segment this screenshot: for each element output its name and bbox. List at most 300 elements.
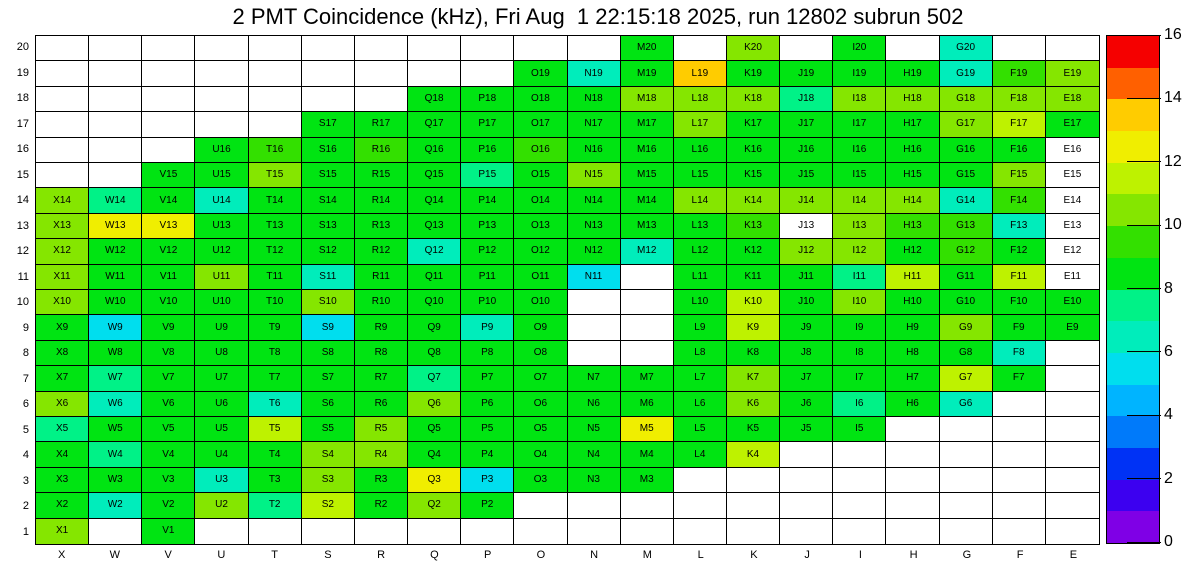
pmt-cell-label: F12 xyxy=(1010,245,1028,257)
pmt-cell xyxy=(249,315,302,340)
colorbar-tick-label: 0 xyxy=(1164,533,1173,550)
pmt-cell xyxy=(780,112,833,137)
pmt-cell xyxy=(940,188,993,213)
pmt-cell-label: E13 xyxy=(1063,219,1082,231)
pmt-cell-label: K4 xyxy=(746,448,760,460)
pmt-cell xyxy=(514,214,567,239)
pmt-cell-label: H14 xyxy=(903,194,922,206)
pmt-cell-label: G12 xyxy=(956,245,976,257)
x-axis-label: R xyxy=(377,549,386,561)
y-axis-label: 9 xyxy=(22,321,29,334)
pmt-cell-label: L8 xyxy=(694,346,706,358)
pmt-cell-empty xyxy=(833,468,886,493)
pmt-cell-label: K8 xyxy=(746,346,760,358)
pmt-cell-label: H17 xyxy=(903,118,922,130)
x-axis-label: W xyxy=(109,549,121,561)
pmt-cell xyxy=(568,87,621,112)
pmt-cell xyxy=(142,239,195,264)
pmt-cell-label: R10 xyxy=(371,296,391,308)
pmt-cell xyxy=(514,87,567,112)
pmt-cell-label: W2 xyxy=(107,499,123,511)
pmt-cell-label: O7 xyxy=(533,372,548,384)
pmt-cell xyxy=(249,290,302,315)
pmt-cell-label: O14 xyxy=(530,194,550,206)
pmt-cell xyxy=(355,239,408,264)
pmt-cell-empty xyxy=(940,493,993,518)
pmt-cell-label: G6 xyxy=(958,397,973,409)
pmt-cell-empty xyxy=(674,519,727,544)
pmt-cell xyxy=(36,519,89,544)
pmt-cell-label: V3 xyxy=(162,473,175,485)
pmt-cell-empty xyxy=(89,87,142,112)
y-axis-label: 16 xyxy=(16,143,29,155)
pmt-cell xyxy=(674,392,727,417)
pmt-cell xyxy=(142,366,195,391)
pmt-cell-empty xyxy=(461,61,514,86)
pmt-cell xyxy=(36,188,89,213)
pmt-cell xyxy=(727,366,780,391)
pmt-cell-empty xyxy=(1046,442,1099,467)
pmt-cell-empty xyxy=(142,138,195,163)
pmt-cell xyxy=(89,392,142,417)
pmt-cell-empty xyxy=(780,468,833,493)
pmt-cell-label: R9 xyxy=(374,321,388,333)
pmt-cell-label: H15 xyxy=(903,169,922,181)
pmt-cell-label: J14 xyxy=(798,194,815,206)
pmt-cell-label: O8 xyxy=(533,346,548,358)
y-axis-label: 19 xyxy=(16,66,29,79)
pmt-cell-label: O18 xyxy=(530,92,550,104)
pmt-cell-label: M19 xyxy=(636,67,657,79)
pmt-cell-empty xyxy=(408,36,461,61)
pmt-cell-label: E10 xyxy=(1063,296,1082,308)
pmt-cell-label: M3 xyxy=(639,473,654,485)
pmt-cell xyxy=(674,188,727,213)
pmt-cell-label: O13 xyxy=(530,219,550,231)
pmt-cell xyxy=(142,493,195,518)
pmt-cell xyxy=(621,392,674,417)
pmt-cell-empty xyxy=(195,112,248,137)
pmt-cell-label: G7 xyxy=(958,372,973,384)
pmt-cell-label: K12 xyxy=(744,245,762,257)
colorbar-band xyxy=(1107,131,1159,163)
pmt-cell xyxy=(727,61,780,86)
pmt-cell-label: Q14 xyxy=(424,194,444,206)
pmt-cell xyxy=(249,214,302,239)
pmt-cell-label: F10 xyxy=(1010,296,1028,308)
pmt-cell-label: F8 xyxy=(1012,346,1025,358)
pmt-cell xyxy=(195,366,248,391)
x-axis-label: M xyxy=(642,549,652,561)
pmt-cell xyxy=(833,315,886,340)
pmt-cell xyxy=(780,341,833,366)
pmt-cell-empty xyxy=(302,87,355,112)
pmt-cell xyxy=(195,493,248,518)
pmt-cell-label: P7 xyxy=(481,372,494,384)
pmt-cell xyxy=(940,163,993,188)
pmt-cell-empty xyxy=(408,61,461,86)
pmt-cell xyxy=(674,442,727,467)
pmt-cell-empty xyxy=(461,36,514,61)
pmt-cell xyxy=(993,163,1046,188)
pmt-cell xyxy=(355,214,408,239)
pmt-cell xyxy=(355,315,408,340)
pmt-cell-empty xyxy=(621,341,674,366)
pmt-cell xyxy=(674,417,727,442)
pmt-cell-empty xyxy=(36,87,89,112)
pmt-cell-label: O17 xyxy=(530,118,550,130)
pmt-cell-label: P8 xyxy=(481,346,494,358)
pmt-cell xyxy=(568,239,621,264)
x-axis-label: S xyxy=(324,549,332,561)
pmt-cell-label: L14 xyxy=(691,194,709,206)
pmt-cell-label: L5 xyxy=(694,423,706,435)
y-axis-label: 20 xyxy=(16,41,29,53)
pmt-cell-label: G16 xyxy=(956,143,976,155)
pmt-cell-label: S6 xyxy=(321,397,334,409)
pmt-cell xyxy=(89,188,142,213)
pmt-cell-label: H6 xyxy=(906,397,919,409)
pmt-cell xyxy=(1046,214,1099,239)
pmt-cell-label: Q12 xyxy=(424,245,444,257)
pmt-cell-label: K20 xyxy=(744,42,762,54)
pmt-cell-empty xyxy=(993,392,1046,417)
pmt-cell-label: Q16 xyxy=(424,143,444,155)
pmt-cell-label: S8 xyxy=(321,346,334,358)
pmt-cell-label: P4 xyxy=(481,448,494,460)
pmt-cell xyxy=(36,468,89,493)
pmt-cell xyxy=(621,36,674,61)
pmt-cell xyxy=(993,188,1046,213)
pmt-cell xyxy=(249,138,302,163)
pmt-cell-empty xyxy=(408,519,461,544)
pmt-cell-label: F18 xyxy=(1010,92,1028,104)
pmt-cell xyxy=(940,366,993,391)
pmt-cell-label: S3 xyxy=(321,473,334,485)
pmt-cell-empty xyxy=(993,468,1046,493)
pmt-cell xyxy=(89,468,142,493)
pmt-cell-empty xyxy=(886,442,939,467)
pmt-cell xyxy=(461,112,514,137)
pmt-cell-label: R5 xyxy=(374,423,388,435)
pmt-cell xyxy=(302,163,355,188)
pmt-cell-empty xyxy=(940,519,993,544)
pmt-cell-label: U13 xyxy=(212,219,231,231)
pmt-cell-label: K10 xyxy=(744,296,762,308)
x-axis-label: I xyxy=(858,549,862,561)
pmt-cell xyxy=(249,239,302,264)
heatmap-grid xyxy=(35,35,1100,545)
colorbar-tick xyxy=(1127,35,1161,36)
pmt-cell xyxy=(621,366,674,391)
pmt-cell-label: R15 xyxy=(371,169,391,181)
pmt-cell-label: G14 xyxy=(956,194,976,206)
pmt-cell-label: H11 xyxy=(903,270,922,282)
pmt-cell xyxy=(408,493,461,518)
pmt-cell-label: E18 xyxy=(1063,92,1082,104)
pmt-cell-label: H12 xyxy=(903,245,922,257)
pmt-cell xyxy=(727,112,780,137)
pmt-cell xyxy=(408,366,461,391)
pmt-cell xyxy=(621,442,674,467)
pmt-cell-label: R2 xyxy=(374,499,388,511)
pmt-cell-label: V5 xyxy=(162,423,175,435)
pmt-cell-label: Q4 xyxy=(427,448,441,460)
pmt-cell-empty xyxy=(514,519,567,544)
pmt-cell-label: U8 xyxy=(215,346,228,358)
pmt-cell-label: N7 xyxy=(587,372,600,384)
pmt-cell xyxy=(993,290,1046,315)
pmt-cell-label: T4 xyxy=(268,448,281,460)
pmt-cell-empty xyxy=(886,36,939,61)
pmt-cell-label: P14 xyxy=(478,194,497,206)
pmt-cell xyxy=(621,87,674,112)
pmt-cell xyxy=(568,442,621,467)
pmt-cell-label: P15 xyxy=(478,169,497,181)
pmt-cell-label: W10 xyxy=(104,296,126,308)
pmt-cell-empty xyxy=(833,493,886,518)
pmt-cell xyxy=(195,417,248,442)
pmt-cell-empty xyxy=(940,417,993,442)
pmt-cell-label: W7 xyxy=(107,372,123,384)
pmt-cell-label: L6 xyxy=(694,397,706,409)
pmt-cell xyxy=(940,214,993,239)
pmt-cell-label: I17 xyxy=(852,118,867,130)
x-axis-label: P xyxy=(483,549,492,561)
pmt-cell-label: H19 xyxy=(903,67,922,79)
pmt-cell xyxy=(993,138,1046,163)
pmt-cell-label: V13 xyxy=(159,219,178,231)
pmt-cell-empty xyxy=(89,519,142,544)
pmt-cell xyxy=(940,112,993,137)
pmt-cell-label: W8 xyxy=(107,346,123,358)
pmt-cell xyxy=(833,265,886,290)
pmt-cell-label: T10 xyxy=(266,296,284,308)
pmt-cell xyxy=(408,468,461,493)
pmt-cell-label: X1 xyxy=(55,525,69,537)
pmt-cell-label: O6 xyxy=(533,397,548,409)
pmt-cell xyxy=(408,138,461,163)
pmt-cell xyxy=(302,138,355,163)
pmt-cell-label: O4 xyxy=(533,448,548,460)
pmt-cell xyxy=(461,442,514,467)
pmt-cell-label: J7 xyxy=(800,372,812,384)
pmt-cell-empty xyxy=(36,36,89,61)
pmt-cell xyxy=(355,265,408,290)
pmt-cell-label: O16 xyxy=(530,143,550,155)
pmt-cell xyxy=(833,138,886,163)
pmt-cell xyxy=(142,290,195,315)
pmt-cell-label: I11 xyxy=(852,270,866,282)
pmt-cell xyxy=(89,366,142,391)
pmt-cell xyxy=(727,87,780,112)
pmt-cell-label: U11 xyxy=(212,270,231,282)
pmt-cell-label: J19 xyxy=(798,67,815,79)
pmt-cell xyxy=(195,239,248,264)
pmt-cell-label: K15 xyxy=(744,169,762,181)
pmt-cell xyxy=(195,265,248,290)
pmt-cell xyxy=(302,392,355,417)
pmt-cell-empty xyxy=(674,468,727,493)
pmt-cell-label: G20 xyxy=(956,42,976,54)
colorbar-tick xyxy=(1127,161,1161,162)
pmt-cell xyxy=(142,265,195,290)
pmt-cell xyxy=(833,87,886,112)
pmt-cell-label: L13 xyxy=(691,219,709,231)
pmt-cell-label: V9 xyxy=(162,321,175,333)
colorbar-tick-label: 16 xyxy=(1164,26,1182,43)
pmt-cell-label: L4 xyxy=(694,448,706,460)
pmt-cell-empty xyxy=(249,61,302,86)
pmt-cell xyxy=(302,442,355,467)
x-axis-label: Q xyxy=(430,549,439,561)
pmt-cell-empty xyxy=(568,519,621,544)
x-axis-label: H xyxy=(909,549,918,561)
pmt-cell-label: T11 xyxy=(266,270,283,282)
pmt-cell xyxy=(621,138,674,163)
pmt-cell-label: N5 xyxy=(587,423,600,435)
pmt-cell xyxy=(727,290,780,315)
pmt-cell xyxy=(1046,112,1099,137)
pmt-cell xyxy=(514,442,567,467)
pmt-cell xyxy=(621,163,674,188)
pmt-cell xyxy=(674,366,727,391)
pmt-cell-empty xyxy=(886,468,939,493)
pmt-cell-label: W13 xyxy=(104,219,126,231)
colorbar-tick-label: 14 xyxy=(1164,89,1182,107)
pmt-cell-label: J6 xyxy=(800,397,812,409)
x-axis-label: N xyxy=(590,549,599,561)
pmt-cell xyxy=(833,366,886,391)
pmt-cell-label: W5 xyxy=(107,423,123,435)
pmt-cell-empty xyxy=(142,61,195,86)
pmt-cell xyxy=(302,493,355,518)
pmt-cell-label: O11 xyxy=(531,270,550,282)
colorbar-tick xyxy=(1127,351,1161,352)
pmt-cell-empty xyxy=(36,61,89,86)
pmt-cell xyxy=(993,61,1046,86)
y-axis-label: 1 xyxy=(22,525,29,538)
pmt-cell-empty xyxy=(36,138,89,163)
pmt-cell-label: G9 xyxy=(958,321,973,333)
pmt-cell xyxy=(302,188,355,213)
pmt-cell xyxy=(993,341,1046,366)
pmt-cell xyxy=(249,163,302,188)
pmt-cell xyxy=(833,163,886,188)
pmt-cell-label: T3 xyxy=(268,473,281,485)
pmt-cell-empty xyxy=(302,61,355,86)
pmt-cell-label: H8 xyxy=(906,346,919,358)
pmt-cell-empty xyxy=(195,61,248,86)
pmt-cell xyxy=(461,87,514,112)
pmt-cell xyxy=(1046,87,1099,112)
pmt-cell xyxy=(302,112,355,137)
pmt-cell xyxy=(355,290,408,315)
pmt-cell xyxy=(355,366,408,391)
pmt-cell xyxy=(89,493,142,518)
colorbar-band xyxy=(1107,480,1159,512)
pmt-cell-empty xyxy=(833,519,886,544)
y-axis-label: 4 xyxy=(22,449,29,461)
pmt-cell-label: M13 xyxy=(636,219,657,231)
pmt-cell xyxy=(461,493,514,518)
y-axis-label: 11 xyxy=(17,270,29,283)
pmt-cell-label: L12 xyxy=(691,245,709,257)
pmt-cell xyxy=(674,214,727,239)
pmt-cell xyxy=(568,265,621,290)
pmt-cell-label: K9 xyxy=(746,321,760,333)
pmt-cell-label: L19 xyxy=(691,67,709,79)
pmt-cell-label: X6 xyxy=(55,397,69,409)
pmt-cell xyxy=(886,341,939,366)
pmt-cell xyxy=(514,265,567,290)
pmt-cell xyxy=(674,315,727,340)
pmt-cell-label: O10 xyxy=(530,296,550,308)
pmt-cell-label: X7 xyxy=(55,372,69,384)
pmt-cell xyxy=(36,315,89,340)
pmt-cell-label: K11 xyxy=(744,270,762,282)
colorbar-band xyxy=(1107,68,1159,100)
pmt-cell-label: E12 xyxy=(1063,245,1082,257)
pmt-cell-label: N18 xyxy=(584,92,603,104)
pmt-cell-empty xyxy=(249,87,302,112)
pmt-cell-label: T13 xyxy=(266,219,284,231)
pmt-cell-label: S17 xyxy=(318,118,337,130)
pmt-cell-label: Q3 xyxy=(427,473,441,485)
pmt-cell-label: Q11 xyxy=(425,270,444,282)
pmt-cell-label: S7 xyxy=(321,372,334,384)
pmt-cell-label: M18 xyxy=(636,92,657,104)
pmt-cell xyxy=(833,214,886,239)
pmt-cell xyxy=(674,265,727,290)
x-axis-label: V xyxy=(164,549,172,561)
pmt-cell xyxy=(886,315,939,340)
pmt-cell xyxy=(89,417,142,442)
pmt-cell xyxy=(142,163,195,188)
pmt-cell xyxy=(993,239,1046,264)
pmt-cell-label: Q5 xyxy=(427,423,441,435)
pmt-cell xyxy=(940,87,993,112)
pmt-cell xyxy=(514,138,567,163)
pmt-cell xyxy=(621,239,674,264)
pmt-cell-empty xyxy=(249,112,302,137)
pmt-cell xyxy=(940,265,993,290)
pmt-cell-empty xyxy=(195,36,248,61)
pmt-cell xyxy=(780,163,833,188)
pmt-cell-label: J5 xyxy=(800,423,812,435)
pmt-cell xyxy=(355,442,408,467)
pmt-cell xyxy=(36,417,89,442)
pmt-cell-empty xyxy=(727,493,780,518)
pmt-cell-label: T16 xyxy=(266,143,284,155)
pmt-cell xyxy=(886,163,939,188)
pmt-cell xyxy=(514,61,567,86)
x-axis-label: E xyxy=(1069,549,1078,561)
pmt-cell-label: I10 xyxy=(852,296,867,308)
pmt-cell-label: J12 xyxy=(798,245,815,257)
pmt-cell-label: E15 xyxy=(1063,169,1082,181)
pmt-cell xyxy=(514,468,567,493)
y-axis-label: 10 xyxy=(16,296,29,308)
pmt-cell xyxy=(302,290,355,315)
pmt-cell-empty xyxy=(993,36,1046,61)
pmt-cell xyxy=(302,214,355,239)
pmt-cell xyxy=(249,493,302,518)
pmt-cell-empty xyxy=(993,519,1046,544)
colorbar-tick xyxy=(1127,98,1161,99)
pmt-cell xyxy=(195,188,248,213)
pmt-cell-label: M6 xyxy=(639,397,654,409)
